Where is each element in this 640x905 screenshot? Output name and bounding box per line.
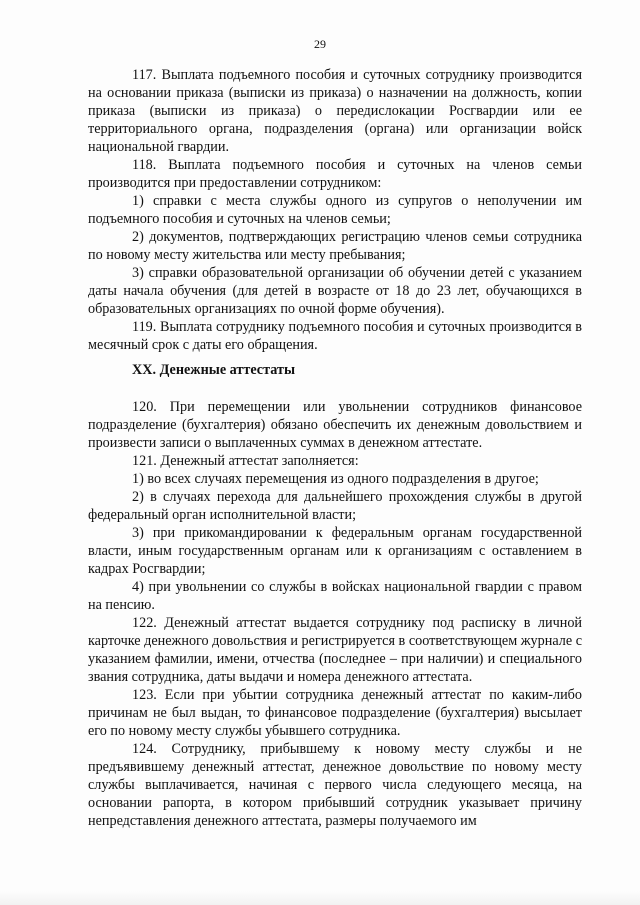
paragraph: 3) справки образовательной организации об обучении детей с указанием даты начала обучения (для детей в возрасте от 18 до 23 лет, обучающихся в образовательных организациях по очной форме обучения). <box>88 265 582 317</box>
paragraph: 2) в случаях перехода для дальнейшего прохождения службы в другой федеральный орган исполнительной власти; <box>88 489 582 523</box>
paragraph: 120. При перемещении или увольнении сотрудников финансовое подразделение (бухгалтерия) обязано обеспечить их денежным довольствием и произвести записи о выплаченных суммах в денежном аттестате. <box>88 399 582 451</box>
paragraph: 2) документов, подтверждающих регистрацию членов семьи сотрудника по новому месту жительства или месту пребывания; <box>88 229 582 263</box>
paragraph: 117. Выплата подъемного пособия и суточных сотруднику производится на основании приказа (выписки из приказа) о назначении на должность, копии приказа (выписки из приказа) о передислокации Росгвардии или ее территориального органа, подразделения (органа) или организации войск национальной гвардии. <box>88 67 582 155</box>
paragraph: 118. Выплата подъемного пособия и суточных на членов семьи производится при предоставлении сотрудником: <box>88 157 582 191</box>
paragraph: 1) справки с места службы одного из супругов о неполучении им подъемного пособия и суточных на членов семьи; <box>88 193 582 227</box>
paragraphs-117-119 <box>88 66 582 354</box>
paragraph: 1) во всех случаях перемещения из одного подразделения в другое; <box>132 471 539 487</box>
paragraph: 4) при увольнении со службы в войсках национальной гвардии с правом на пенсию. <box>88 579 582 613</box>
page-number: 29 <box>314 37 326 51</box>
page-bottom-edge <box>0 891 640 905</box>
section-heading-block <box>88 361 582 379</box>
paragraph: 3) при прикомандировании к федеральным органам государственной власти, иным государственным органам или к организациям с оставлением в кадрах Росгвардии; <box>88 525 582 577</box>
paragraph: 121. Денежный аттестат заполняется: <box>132 453 359 469</box>
paragraphs-120-124 <box>88 398 582 830</box>
paragraph: 124. Сотруднику, прибывшему к новому месту службы и не предъявившему денежный аттестат, денежное довольствие по новому месту службы выплачивается, начиная с первого числа следующего месяца, на основании рапорта, в котором прибывший сотрудник указывает причину непредставления денежного аттестата, размеры получаемого им <box>88 741 582 829</box>
paragraph: 123. Если при убытии сотрудника денежный аттестат по каким-либо причинам не был выдан, то финансовое подразделение (бухгалтерия) высылает его по новому месту службы убывшего сотрудника. <box>88 687 582 739</box>
section-heading: XX. Денежные аттестаты <box>132 362 296 378</box>
paragraph: 122. Денежный аттестат выдается сотруднику под расписку в личной карточке денежного довольствия и регистрируется в соответствующем журнале с указанием фамилии, имени, отчества (последнее – при наличии) и специального звания сотрудника, даты выдачи и номера денежного аттестата. <box>88 615 582 685</box>
paragraph: 119. Выплата сотруднику подъемного пособия и суточных производится в месячный срок с даты его обращения. <box>88 319 582 353</box>
